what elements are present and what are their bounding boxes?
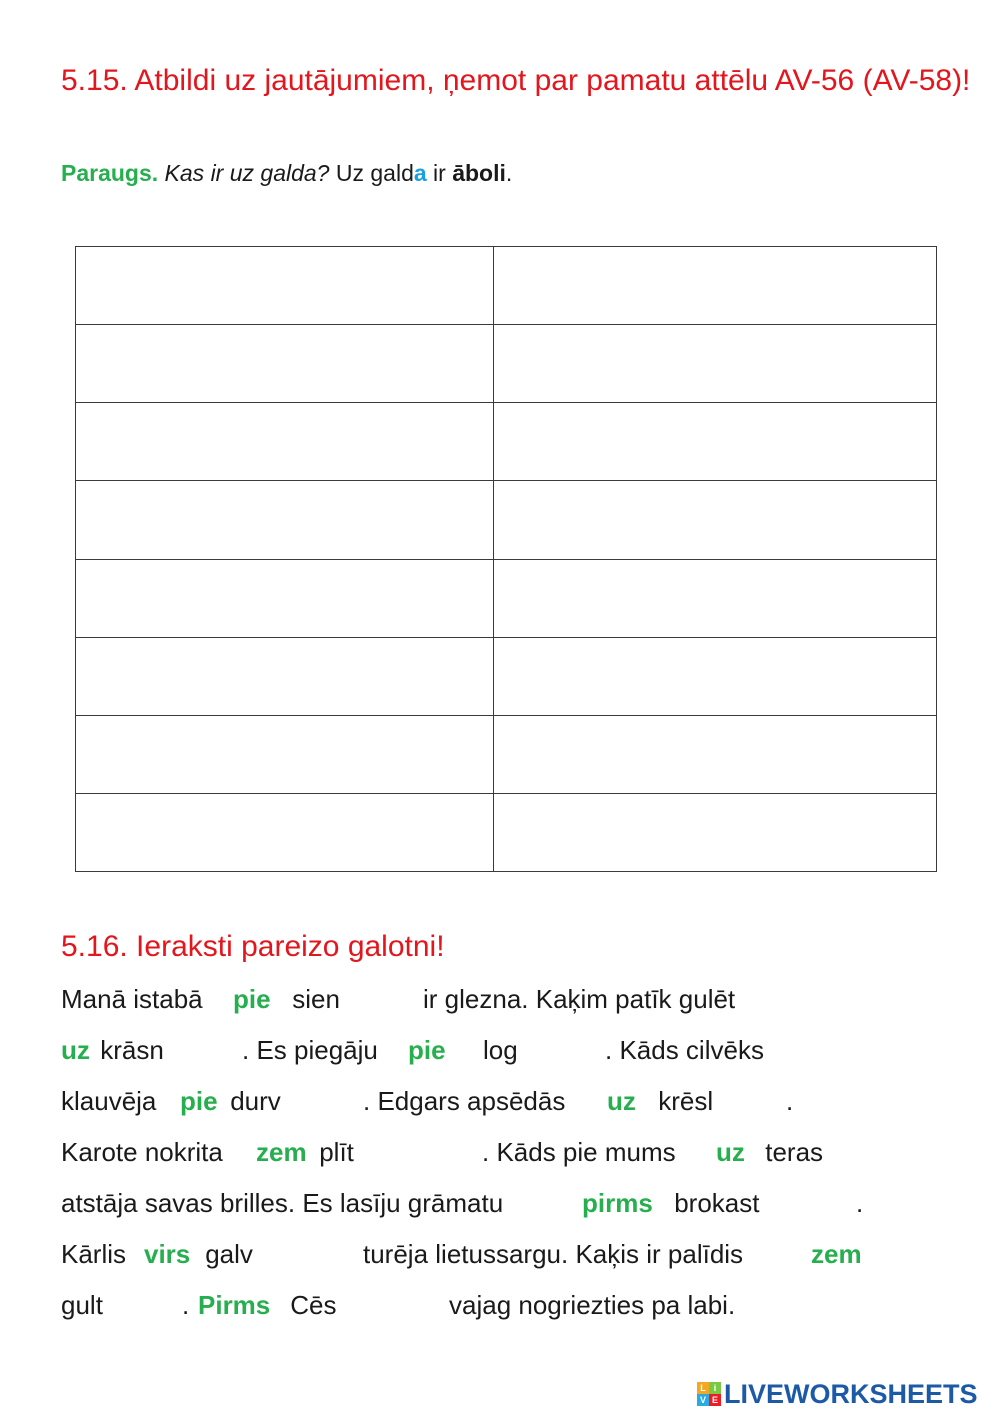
logo-mark-square: E xyxy=(709,1394,721,1406)
answer-input[interactable] xyxy=(494,560,936,637)
question-input[interactable] xyxy=(76,481,493,558)
ending-blank-input[interactable] xyxy=(299,1086,359,1116)
ending-blank-input[interactable] xyxy=(711,1086,781,1116)
preposition-keyword: zem xyxy=(811,1239,862,1269)
answer-table xyxy=(75,246,937,872)
ending-blank-input[interactable] xyxy=(181,1035,241,1065)
logo-text: LIVEWORKSHEETS xyxy=(724,1378,978,1409)
answer-cell-question xyxy=(76,715,494,793)
answer-row xyxy=(76,403,937,481)
preposition-keyword: zem xyxy=(256,1137,307,1167)
sentence-text: Kārlis xyxy=(61,1239,134,1269)
example-answer-bold: āboli xyxy=(452,160,506,186)
sentence-text: sien xyxy=(285,984,340,1014)
answer-cell-answer xyxy=(494,481,937,559)
answer-input[interactable] xyxy=(494,794,936,871)
sentence-text: Cēs xyxy=(283,1290,337,1320)
preposition-keyword: pie xyxy=(233,984,271,1014)
preposition-keyword: uz xyxy=(716,1137,745,1167)
sentence-text: turēja lietussargu. Kaķis ir palīdis xyxy=(363,1239,751,1269)
preposition-keyword: uz xyxy=(61,1035,90,1065)
answer-cell-answer xyxy=(494,637,937,715)
sentence-text: . Es piegāju xyxy=(242,1035,386,1065)
answer-cell-answer xyxy=(494,715,937,793)
sentence-text: krāsn xyxy=(93,1035,164,1065)
sentence-text: brokast xyxy=(667,1188,760,1218)
answer-cell-answer xyxy=(494,325,937,403)
ending-blank-input[interactable] xyxy=(451,1035,479,1065)
sentence-text: teras xyxy=(758,1137,824,1167)
answer-cell-answer xyxy=(494,247,937,325)
sentence-text: gult xyxy=(61,1290,103,1320)
sentence-text: galv xyxy=(198,1239,253,1269)
sentence-text: durv xyxy=(223,1086,281,1116)
sentence-text: krēsl xyxy=(651,1086,714,1116)
sentence-text: log xyxy=(483,1035,518,1065)
sentence-text: . Kāds pie mums xyxy=(482,1137,683,1167)
preposition-keyword: virs xyxy=(144,1239,191,1269)
answer-cell-question xyxy=(76,559,494,637)
preposition-keyword: pie xyxy=(180,1086,218,1116)
sentence-text: klauvēja xyxy=(61,1086,164,1116)
liveworksheets-logo xyxy=(697,1377,978,1411)
example-answer-end: . xyxy=(505,160,513,186)
sentence-text: . Edgars apsēdās xyxy=(363,1086,573,1116)
sentence-text: Karote nokrita xyxy=(61,1137,231,1167)
sentence-text: plīt xyxy=(312,1137,354,1167)
sentence-text: . xyxy=(786,1086,794,1116)
answer-cell-answer xyxy=(494,793,937,871)
ending-blank-input[interactable] xyxy=(761,1188,851,1218)
exercise-5-16-heading: 5.16. Ieraksti pareizo galotni! xyxy=(61,930,445,963)
sentence-text: vajag nogriezties pa labi. xyxy=(449,1290,736,1320)
ending-blank-input[interactable] xyxy=(357,984,417,1014)
question-input[interactable] xyxy=(76,247,493,324)
answer-row xyxy=(76,247,937,325)
answer-cell-question xyxy=(76,793,494,871)
logo-mark-square: L xyxy=(697,1382,709,1394)
answer-input[interactable] xyxy=(494,403,936,480)
logo-mark-square: V xyxy=(697,1394,709,1406)
answer-input[interactable] xyxy=(494,481,936,558)
answer-cell-answer xyxy=(494,559,937,637)
example-label: Paraugs. xyxy=(61,160,159,186)
example-answer-start: Uz gald xyxy=(335,160,414,186)
preposition-keyword: pirms xyxy=(582,1188,653,1218)
answer-cell-question xyxy=(76,481,494,559)
question-input[interactable] xyxy=(76,403,493,480)
answer-cell-question xyxy=(76,247,494,325)
example-question: Kas ir uz galda? xyxy=(164,160,330,186)
answer-row xyxy=(76,481,937,559)
answer-input[interactable] xyxy=(494,716,936,793)
example-answer-ending: a xyxy=(413,160,427,186)
ending-blank-input[interactable] xyxy=(261,1239,356,1269)
example-sentence xyxy=(61,157,512,189)
logo-mark-square: i xyxy=(709,1382,721,1394)
sentence-text: ir glezna. Kaķim patīk gulēt xyxy=(423,984,736,1014)
answer-row xyxy=(76,793,937,871)
answer-row xyxy=(76,637,937,715)
exercise-5-15-heading: 5.15. Atbildi uz jautājumiem, ņemot par pamatu attēlu AV-56 (AV-58)! xyxy=(61,64,971,97)
answer-input[interactable] xyxy=(494,247,936,324)
ending-blank-input[interactable] xyxy=(109,1290,179,1320)
liveworksheets-mark-icon xyxy=(697,1382,721,1406)
ending-blank-input[interactable] xyxy=(541,1035,601,1065)
answer-row xyxy=(76,325,937,403)
sentence-text: . xyxy=(856,1188,864,1218)
preposition-keyword: pie xyxy=(408,1035,446,1065)
question-input[interactable] xyxy=(76,325,493,402)
question-input[interactable] xyxy=(76,716,493,793)
sentence-text: Manā istabā xyxy=(61,984,210,1014)
answer-cell-question xyxy=(76,637,494,715)
sentence-text: atstāja savas brilles. Es lasīju grāmatu xyxy=(61,1188,511,1218)
ending-blank-input[interactable] xyxy=(344,1290,444,1320)
answer-row xyxy=(76,715,937,793)
answer-input[interactable] xyxy=(494,638,936,715)
example-answer-mid: ir xyxy=(426,160,453,186)
preposition-keyword: uz xyxy=(607,1086,636,1116)
answer-input[interactable] xyxy=(494,325,936,402)
answer-cell-answer xyxy=(494,403,937,481)
question-input[interactable] xyxy=(76,794,493,871)
answer-cell-question xyxy=(76,325,494,403)
question-input[interactable] xyxy=(76,560,493,637)
sentence-text: . Kāds cilvēks xyxy=(605,1035,764,1065)
preposition-keyword: Pirms xyxy=(198,1290,271,1320)
answer-row xyxy=(76,559,937,637)
answer-cell-question xyxy=(76,403,494,481)
sentence-text: . xyxy=(182,1290,197,1320)
question-input[interactable] xyxy=(76,638,493,715)
ending-blank-input[interactable] xyxy=(361,1137,476,1167)
